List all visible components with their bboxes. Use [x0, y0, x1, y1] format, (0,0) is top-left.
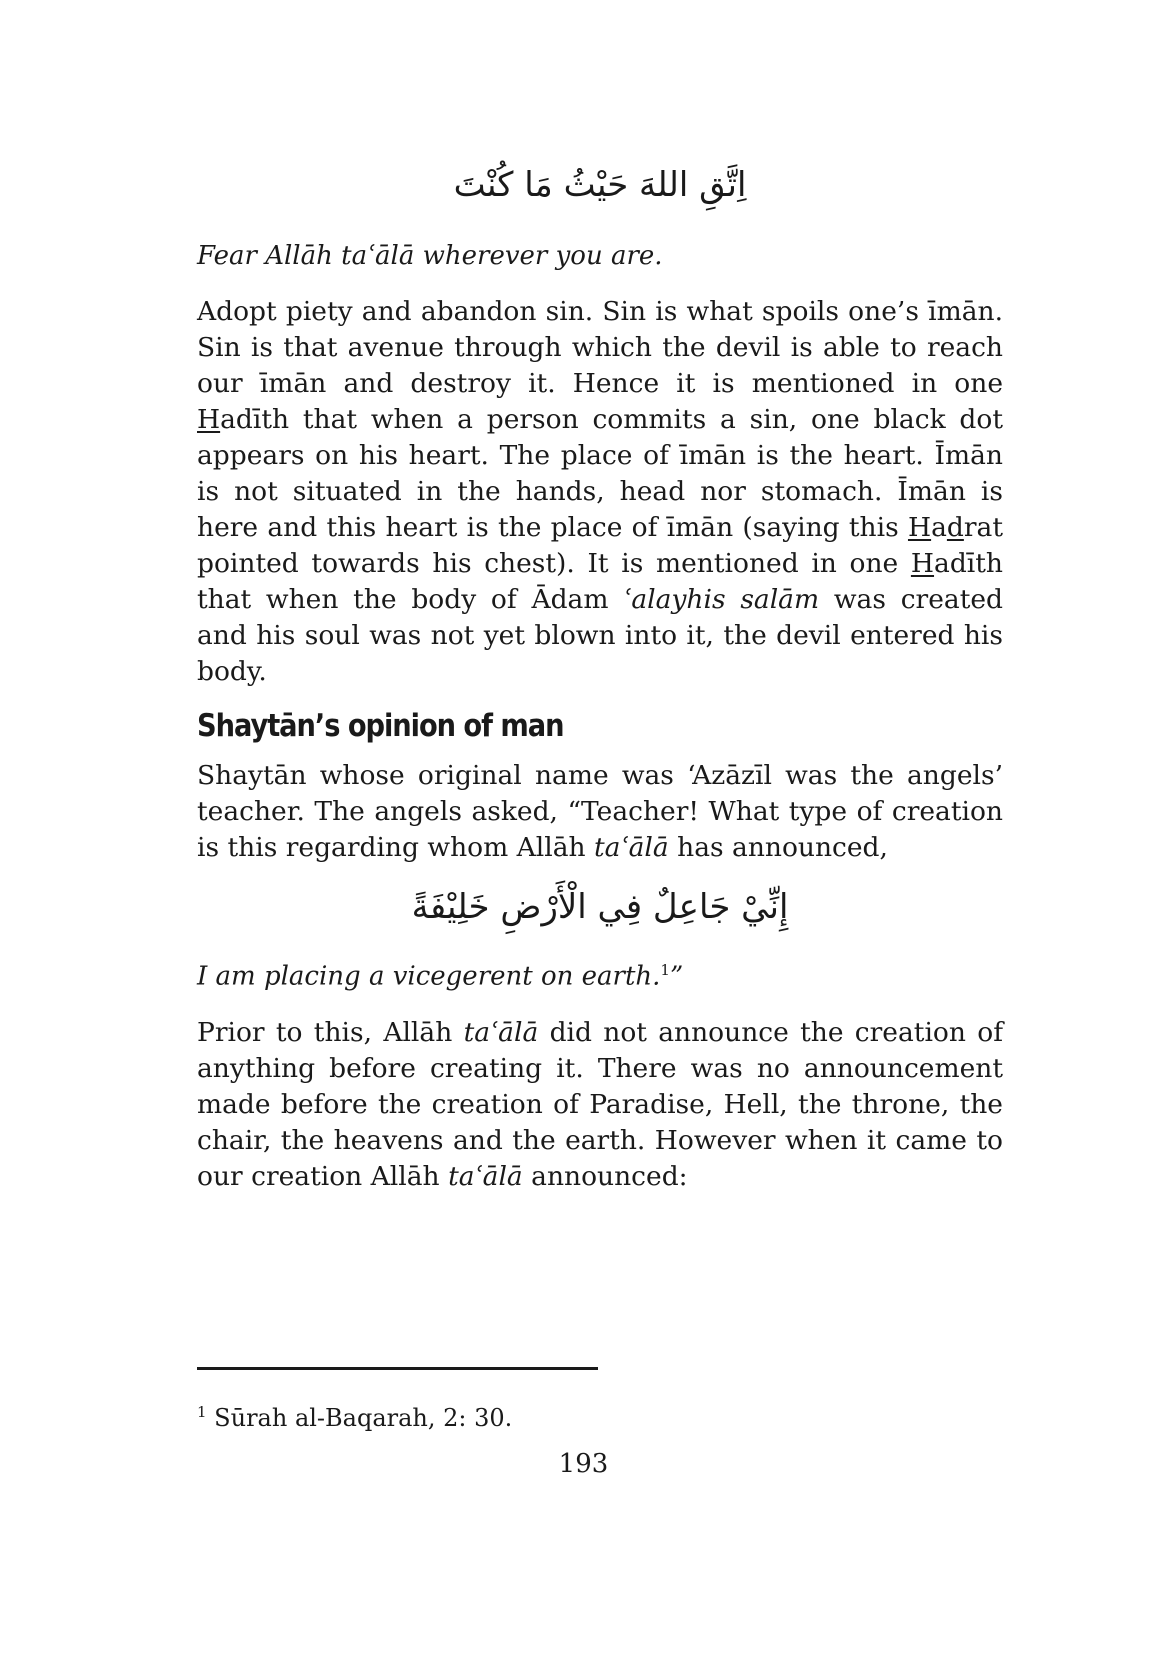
page-content [197, 160, 1003, 1195]
hadrat-underlined-h: H [907, 512, 932, 543]
closing-quote: ” [669, 961, 684, 992]
taala-italic: taʿālā [594, 832, 669, 863]
page-number: 193 [558, 1449, 609, 1479]
translation-2-text: I am placing a vicegerent on earth. [197, 961, 661, 992]
paragraph-1-text-d: adīth that when the body of Ādam [197, 548, 1003, 615]
hadrat-rest: rat [963, 512, 1003, 543]
arabic-verse-2: إِنِّيْ جَاعِلٌ فِي الْأَرْضِ خَلِيْفَةً [411, 887, 789, 927]
paragraph-3-text-a: Prior to this, Allāh [197, 1016, 464, 1048]
footnote-text: Sūrah al-Baqarah, 2: 30. [206, 1404, 513, 1432]
alayhis-salam: ʿalayhis salām [623, 584, 820, 615]
paragraph-3-text-b: did not announce the creation of anything before creating it. There was no announcement made before the creation of Paradise, Hell, the throne, the chair, the heavens and the earth. However when it came to our creation Allāh [197, 1016, 1004, 1192]
taala-italic-2: taʿālā [448, 1160, 523, 1192]
paragraph-2-text-b: has announced, [668, 832, 888, 863]
hadrat-a: a [931, 512, 947, 543]
translation-2 [197, 952, 1003, 995]
translation-1: Fear Allāh taʿālā wherever you are. [197, 241, 663, 271]
paragraph-3-text-c: announced: [522, 1160, 688, 1192]
paragraph-3 [197, 1015, 1003, 1195]
taala-italic-1: taʿālā [463, 1016, 539, 1048]
paragraph-1-text-b: adīth that when a person commits a sin, one black dot appears on his heart. The place of īmān is the heart. Īmān is not situated in the hands, head nor stomach. Īmān is here and this heart is the place of īmān (saying this [197, 404, 1003, 543]
paragraph-1-text-a: Adopt piety and abandon sin. Sin is what spoils one’s īmān. Sin is that avenue through which the devil is able to reach our īmān and destroy it. Hence it is mentioned in one [197, 296, 1003, 399]
paragraph-2 [197, 758, 1003, 866]
arabic-verse-1: اِتَّقِ اللهَ حَيْثُ مَا كُنْتَ [453, 165, 747, 205]
hadith-underlined-h-1: H [197, 404, 221, 435]
paragraph-1 [197, 294, 1003, 690]
hadrat-underlined-d: d [946, 512, 964, 543]
paragraph-1-text-e: was created and his soul was not yet blown into it, the devil entered his body. [197, 584, 1003, 687]
footnote [197, 1397, 512, 1433]
footnote-divider [197, 1367, 598, 1370]
paragraph-2-text-a: Shaytān whose original name was ‘Azāzīl was the angels’ teacher. The angels asked, “Teacher! What type of creation is this regarding whom Allāh [197, 760, 1003, 863]
paragraph-1-text-c: pointed towards his chest). It is mentioned in one [197, 548, 911, 579]
hadith-underlined-h-2: H [910, 548, 935, 579]
footnote-marker: 1 [197, 1403, 207, 1421]
section-heading: Shaytān’s opinion of man [197, 708, 564, 744]
footnote-reference: 1 [660, 961, 670, 979]
